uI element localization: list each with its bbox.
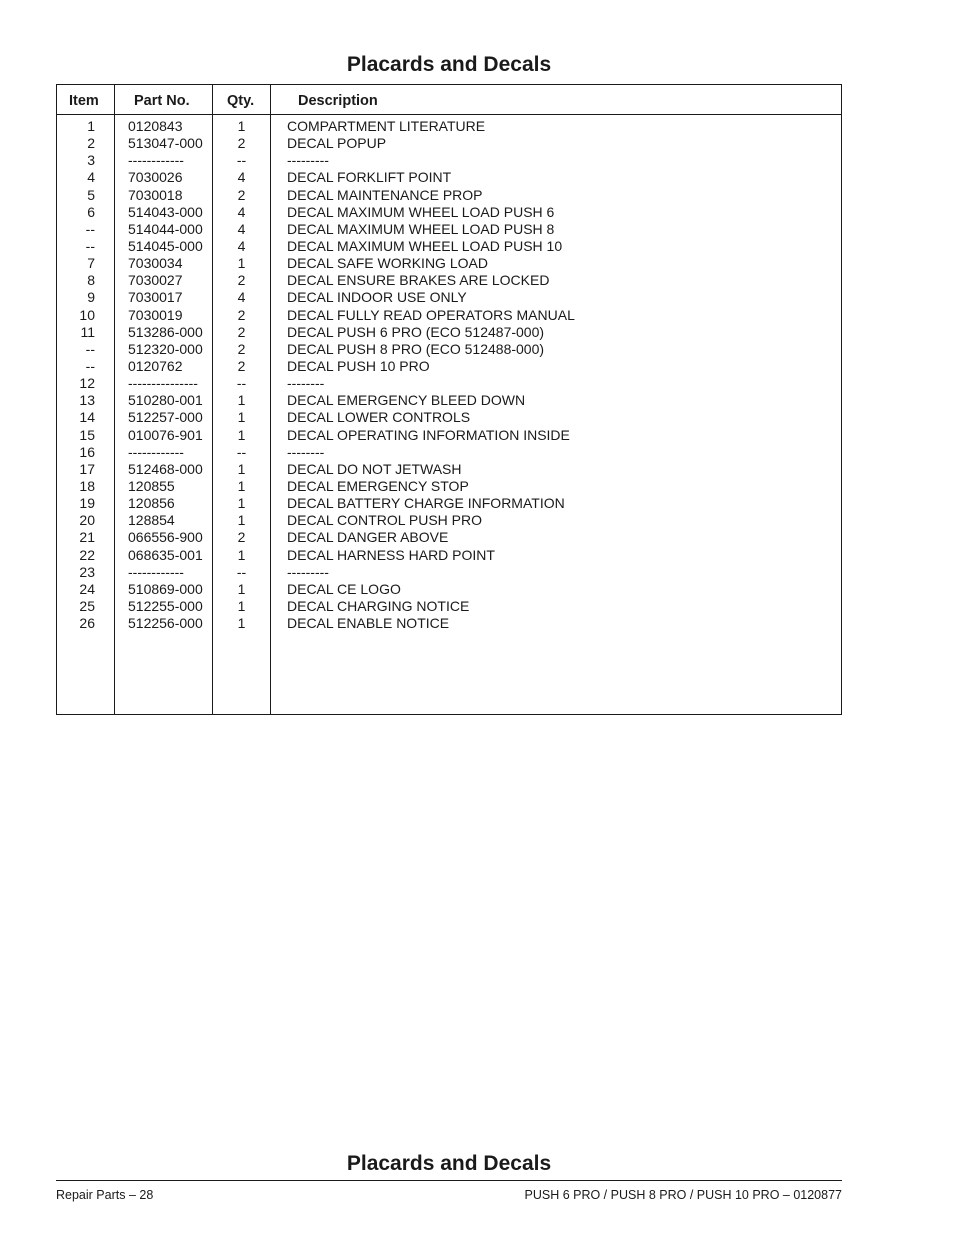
row-part-no: --------------- [128, 375, 198, 392]
row-item: 3 [87, 152, 95, 169]
row-item: 4 [87, 169, 95, 186]
row-part-no: 514045-000 [128, 237, 203, 254]
row-qty: -- [236, 375, 247, 392]
row-description: DECAL BATTERY CHARGE INFORMATION [287, 495, 565, 512]
footer-title: Placards and Decals [346, 1152, 552, 1175]
row-qty: 4 [237, 169, 246, 186]
table-row [57, 512, 841, 529]
row-part-no: 7030026 [128, 169, 183, 186]
table-row [57, 187, 841, 204]
row-description: DECAL EMERGENCY STOP [287, 477, 469, 494]
row-qty: 1 [237, 460, 246, 477]
row-description: DECAL CE LOGO [287, 580, 401, 597]
row-description: DECAL FULLY READ OPERATORS MANUAL [287, 306, 575, 323]
row-description: DECAL INDOOR USE ONLY [287, 289, 467, 306]
row-part-no: ------------ [128, 443, 184, 460]
row-item: 12 [79, 375, 95, 392]
row-part-no: 512257-000 [128, 409, 203, 426]
row-part-no: 514043-000 [128, 203, 203, 220]
row-qty: 4 [237, 237, 246, 254]
row-part-no: 513286-000 [128, 323, 203, 340]
row-description: DECAL MAXIMUM WHEEL LOAD PUSH 8 [287, 220, 555, 237]
footer-divider [56, 1180, 842, 1181]
row-qty: 4 [237, 220, 246, 237]
table-row [57, 238, 841, 255]
row-description: DECAL CONTROL PUSH PRO [287, 512, 482, 529]
row-description: DECAL DANGER ABOVE [287, 529, 449, 546]
table-row [57, 478, 841, 495]
row-qty: 2 [237, 135, 246, 152]
row-item: 17 [79, 460, 95, 477]
row-description: DECAL ENABLE NOTICE [287, 615, 450, 632]
row-item: 11 [80, 323, 95, 340]
row-part-no: 514044-000 [128, 220, 203, 237]
table-row [57, 255, 841, 272]
row-part-no: 0120843 [128, 118, 183, 134]
table-row [57, 409, 841, 426]
row-qty: 1 [237, 495, 246, 512]
table-row [57, 135, 841, 152]
row-item: 14 [79, 409, 95, 426]
row-qty: 1 [237, 546, 246, 563]
table-row [57, 375, 841, 392]
row-item: -- [85, 237, 95, 254]
row-qty: 1 [237, 118, 246, 134]
table-row [57, 581, 841, 598]
row-item: 8 [87, 272, 95, 289]
header-description: Description [298, 93, 378, 109]
table-row [57, 289, 841, 306]
row-item: 6 [87, 203, 95, 220]
row-part-no: 068635-001 [128, 546, 203, 563]
table-row [57, 495, 841, 512]
header-divider [57, 114, 841, 115]
row-part-no: 510869-000 [128, 580, 203, 597]
table-row [57, 204, 841, 221]
row-item: 15 [79, 426, 95, 443]
row-item: 23 [79, 563, 95, 580]
row-item: 7 [87, 255, 95, 272]
row-description: DECAL HARNESS HARD POINT [287, 546, 495, 563]
row-description: DECAL DO NOT JETWASH [287, 460, 462, 477]
row-qty: -- [236, 152, 247, 169]
row-description: DECAL ENSURE BRAKES ARE LOCKED [287, 272, 550, 289]
row-qty: 2 [237, 323, 246, 340]
row-description: --------- [287, 152, 329, 169]
row-description: DECAL MAXIMUM WHEEL LOAD PUSH 6 [287, 203, 555, 220]
row-part-no: 510280-001 [128, 392, 203, 409]
table-row [57, 598, 841, 615]
row-description: DECAL PUSH 10 PRO [287, 357, 430, 374]
row-description: DECAL OPERATING INFORMATION INSIDE [287, 426, 570, 443]
table-row [57, 392, 841, 409]
row-part-no: 7030027 [128, 272, 183, 289]
row-qty: 1 [237, 409, 246, 426]
row-part-no: 7030018 [128, 186, 183, 203]
table-row [57, 564, 841, 581]
row-qty: 1 [237, 512, 246, 529]
table-row [57, 444, 841, 461]
row-part-no: 010076-901 [128, 426, 203, 443]
row-part-no: 512256-000 [128, 615, 203, 632]
row-item: 5 [87, 186, 95, 203]
row-qty: 1 [237, 580, 246, 597]
row-part-no: 128854 [128, 512, 175, 529]
row-description: --------- [287, 563, 329, 580]
table-row [57, 341, 841, 358]
table-row [57, 529, 841, 546]
row-description: -------- [287, 375, 325, 392]
row-item: 9 [87, 289, 95, 306]
table-row [57, 324, 841, 341]
page-title: Placards and Decals [346, 53, 552, 76]
row-qty: -- [236, 563, 247, 580]
row-part-no: 512320-000 [128, 340, 203, 357]
row-item: -- [85, 340, 95, 357]
row-qty: 2 [237, 272, 246, 289]
header-qty: Qty. [227, 93, 255, 109]
row-qty: 1 [237, 597, 246, 614]
header-item: Item [69, 93, 99, 109]
row-item: 16 [79, 443, 95, 460]
row-part-no: 066556-900 [128, 529, 203, 546]
row-part-no: 7030034 [128, 255, 183, 272]
table-row [57, 169, 841, 186]
row-part-no: 7030017 [128, 289, 183, 306]
row-part-no: 7030019 [128, 306, 183, 323]
row-description: DECAL EMERGENCY BLEED DOWN [287, 392, 526, 409]
row-description: COMPARTMENT LITERATURE [287, 118, 486, 134]
row-qty: 1 [237, 255, 246, 272]
row-item: 2 [87, 135, 95, 152]
row-part-no: 120856 [128, 495, 175, 512]
row-description: DECAL FORKLIFT POINT [287, 169, 452, 186]
table-row [57, 152, 841, 169]
row-part-no: 512468-000 [128, 460, 203, 477]
row-item: 25 [79, 597, 95, 614]
parts-table [56, 84, 842, 715]
row-qty: 2 [237, 529, 246, 546]
row-qty: 2 [237, 186, 246, 203]
row-qty: 1 [237, 615, 246, 632]
row-part-no: 0120762 [128, 357, 183, 374]
footer-model-label: PUSH 6 PRO / PUSH 8 PRO / PUSH 10 PRO – 0120877 [524, 1188, 842, 1202]
row-item: 19 [79, 495, 95, 512]
table-row [57, 307, 841, 324]
row-item: -- [85, 220, 95, 237]
row-description: DECAL PUSH 6 PRO (ECO 512487-000) [287, 323, 545, 340]
row-qty: -- [236, 443, 247, 460]
row-description: DECAL PUSH 8 PRO (ECO 512488-000) [287, 340, 545, 357]
table-row [57, 118, 841, 135]
row-qty: 2 [237, 357, 246, 374]
row-qty: 1 [237, 477, 246, 494]
row-part-no: 512255-000 [128, 597, 203, 614]
table-row [57, 427, 841, 444]
row-description: DECAL LOWER CONTROLS [287, 409, 471, 426]
row-qty: 2 [237, 340, 246, 357]
row-item: 13 [79, 392, 95, 409]
row-part-no: ------------ [128, 563, 184, 580]
row-description: DECAL MAXIMUM WHEEL LOAD PUSH 10 [287, 237, 563, 254]
table-row [57, 547, 841, 564]
table-row [57, 358, 841, 375]
row-item: -- [85, 357, 95, 374]
row-description: DECAL MAINTENANCE PROP [287, 186, 483, 203]
row-part-no: 120855 [128, 477, 175, 494]
row-qty: 1 [237, 392, 246, 409]
row-item: 24 [79, 580, 95, 597]
row-description: -------- [287, 443, 325, 460]
row-description: DECAL POPUP [287, 135, 387, 152]
table-body [57, 118, 841, 632]
row-description: DECAL CHARGING NOTICE [287, 597, 470, 614]
row-qty: 4 [237, 203, 246, 220]
row-qty: 4 [237, 289, 246, 306]
header-part-no: Part No. [134, 93, 190, 109]
row-item: 10 [79, 306, 95, 323]
row-item: 1 [87, 118, 95, 134]
row-part-no: ------------ [128, 152, 184, 169]
row-item: 22 [79, 546, 95, 563]
row-qty: 2 [237, 306, 246, 323]
row-qty: 1 [237, 426, 246, 443]
table-row [57, 272, 841, 289]
row-description: DECAL SAFE WORKING LOAD [287, 255, 488, 272]
table-row [57, 221, 841, 238]
footer-page-label: Repair Parts – 28 [56, 1188, 154, 1202]
table-row [57, 461, 841, 478]
table-row [57, 615, 841, 632]
row-item: 20 [79, 512, 95, 529]
row-item: 26 [79, 615, 95, 632]
row-item: 21 [79, 529, 95, 546]
row-item: 18 [79, 477, 95, 494]
row-part-no: 513047-000 [128, 135, 203, 152]
